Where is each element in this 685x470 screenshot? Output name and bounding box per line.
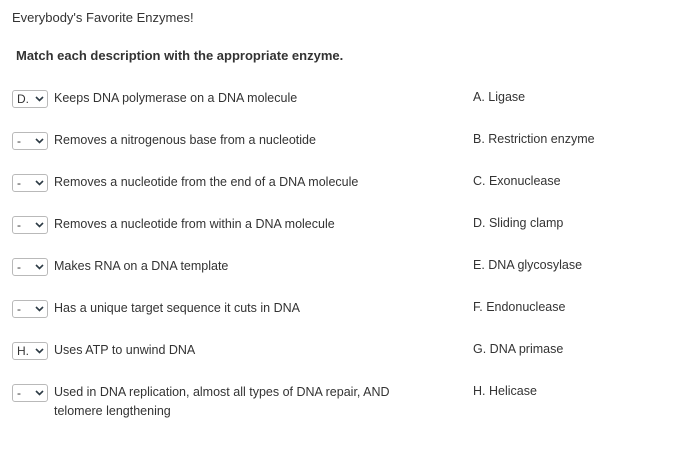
chevron-down-icon [34,220,44,230]
answer-choice: F. Endonuclease [473,300,566,314]
answer-choice: H. Helicase [473,384,537,398]
answer-choice: B. Restriction enzyme [473,132,595,146]
question-row [12,258,452,276]
answer-select[interactable] [12,258,48,276]
chevron-down-icon [34,262,44,272]
question-text: Removes a nucleotide from within a DNA molecule [54,217,335,231]
answer-select[interactable] [12,174,48,192]
chevron-down-icon [34,94,44,104]
chevron-down-icon [34,136,44,146]
question-text: Makes RNA on a DNA template [54,259,229,273]
answer-select[interactable] [12,216,48,234]
question-text: Used in DNA replication, almost all types of DNA repair, AND telomere lengthening [54,385,390,418]
answer-choice: D. Sliding clamp [473,216,564,230]
chevron-down-icon [34,304,44,314]
select-value: - [17,260,21,274]
question-text: Has a unique target sequence it cuts in DNA [54,301,300,315]
answer-select[interactable] [12,342,48,360]
answer-choice: G. DNA primase [473,342,564,356]
question-row [12,300,452,318]
question-row [12,90,452,108]
select-value: H. [17,344,29,358]
answer-choice: C. Exonuclease [473,174,561,188]
answer-select[interactable] [12,300,48,318]
question-text: Uses ATP to unwind DNA [54,343,196,357]
chevron-down-icon [34,346,44,356]
question-row [12,174,452,192]
page-title: Everybody's Favorite Enzymes! [12,10,194,25]
question-text: Keeps DNA polymerase on a DNA molecule [54,91,298,105]
answer-select[interactable] [12,132,48,150]
select-value: - [17,386,21,400]
answer-choice: A. Ligase [473,90,526,104]
answer-choice: E. DNA glycosylase [473,258,583,272]
select-value: D. [17,92,29,106]
select-value: - [17,218,21,232]
question-text: Removes a nitrogenous base from a nucleotide [54,133,316,147]
instructions: Match each description with the appropriate enzyme. [16,48,344,63]
question-text: Removes a nucleotide from the end of a DNA molecule [54,175,359,189]
question-row [12,342,452,360]
answer-select[interactable] [12,384,48,402]
select-value: - [17,302,21,316]
question-row [12,132,452,150]
select-value: - [17,134,21,148]
question-row [12,216,452,234]
chevron-down-icon [34,388,44,398]
question-row [12,384,452,421]
answer-select[interactable] [12,90,48,108]
select-value: - [17,176,21,190]
chevron-down-icon [34,178,44,188]
